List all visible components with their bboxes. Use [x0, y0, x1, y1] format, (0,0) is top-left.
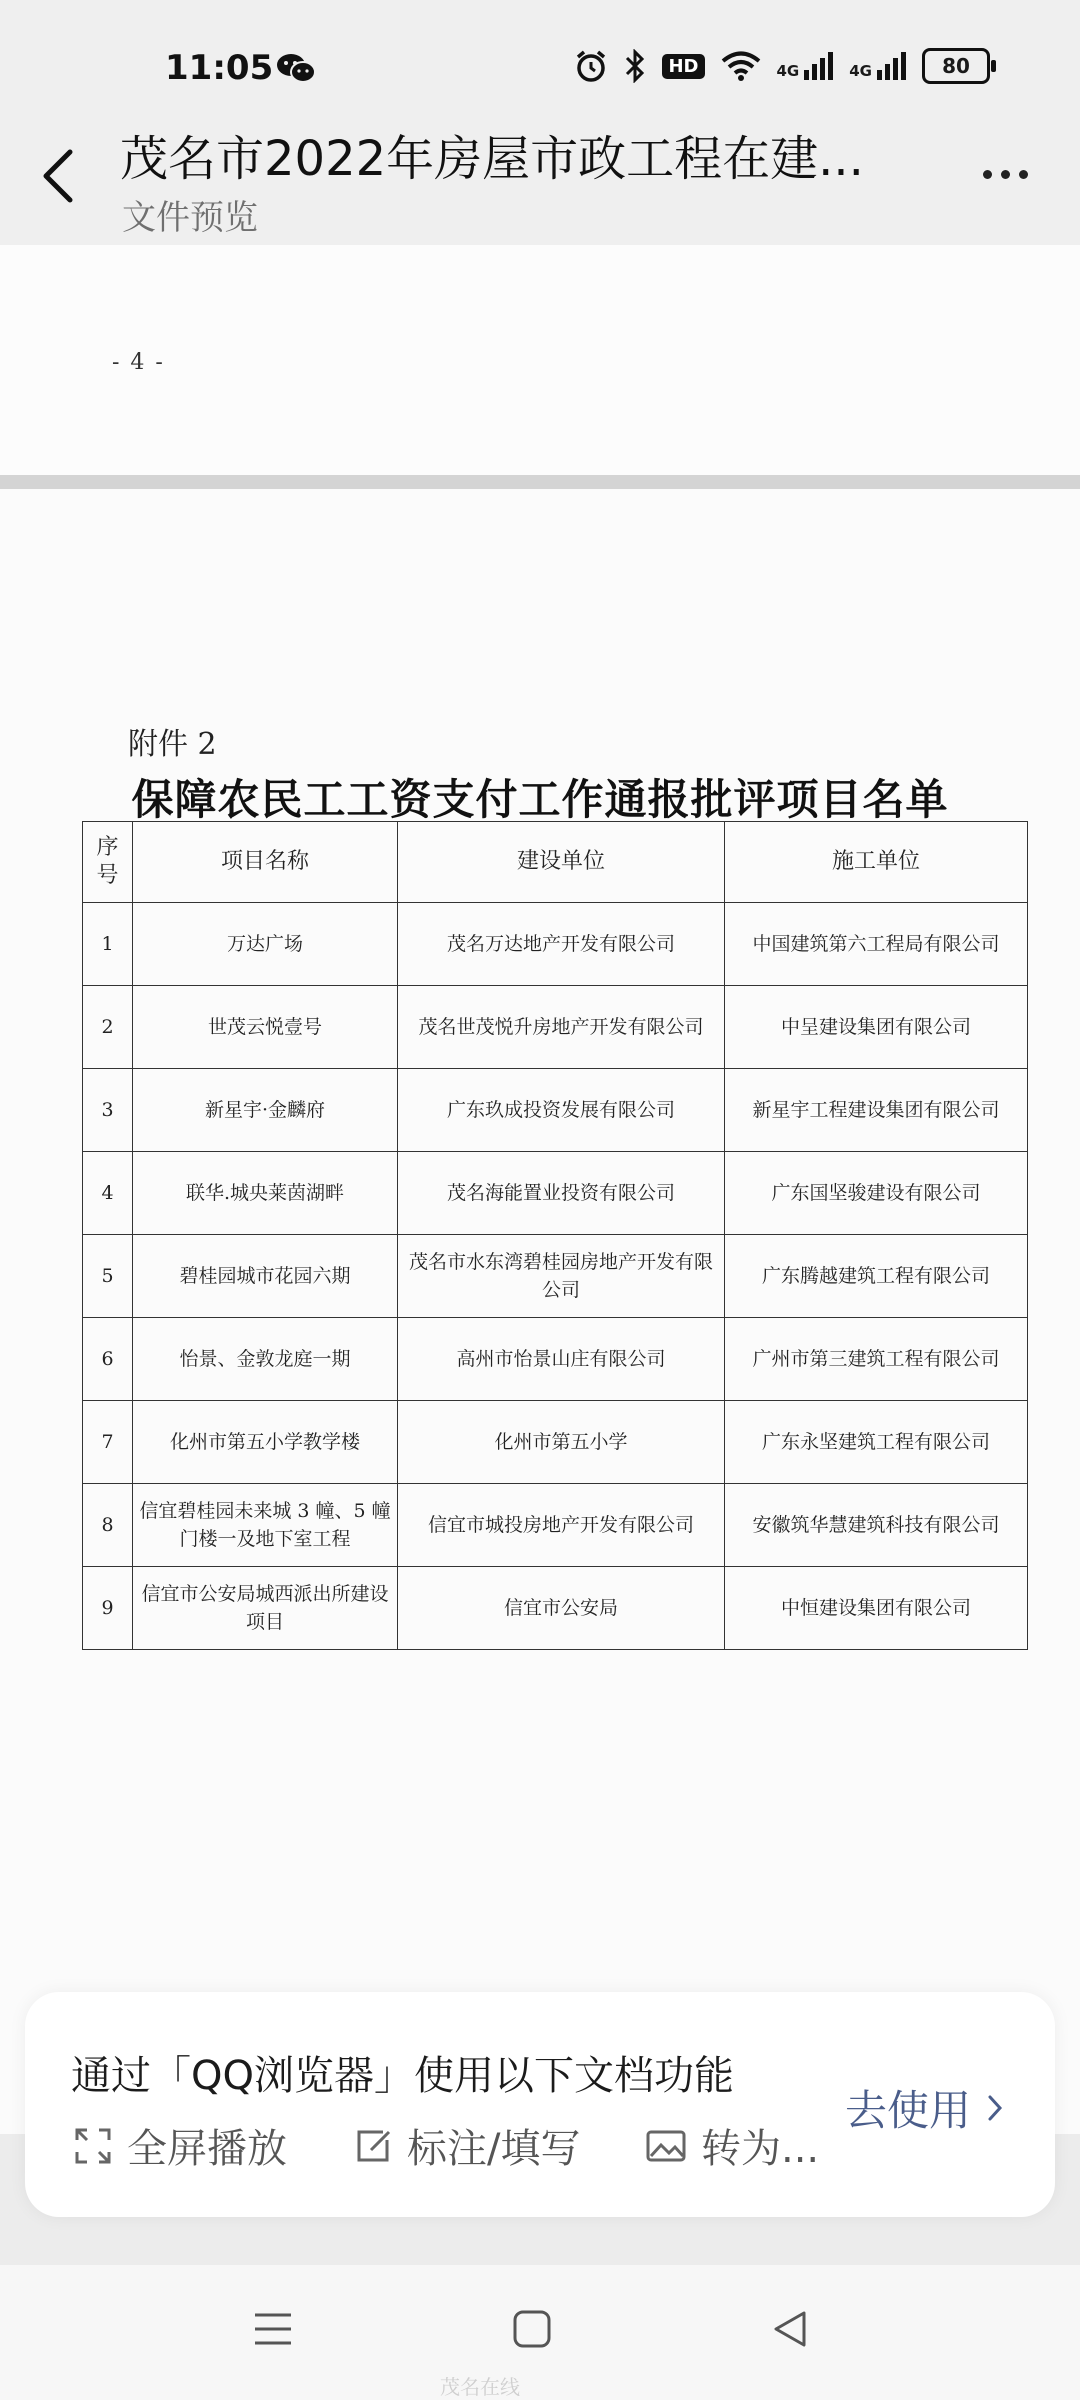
more-dot — [983, 170, 992, 179]
signal-icon-2: 4G — [849, 52, 906, 80]
column-header: 建设单位 — [398, 822, 725, 903]
qq-browser-promo-sheet[interactable] — [25, 1992, 1055, 2217]
cell-developer: 信宜市城投房地产开发有限公司 — [398, 1484, 725, 1567]
back-nav-button[interactable] — [770, 2309, 810, 2353]
cell-index: 1 — [83, 903, 133, 986]
bluetooth-icon — [624, 49, 646, 83]
cell-project: 世茂云悦壹号 — [133, 986, 398, 1069]
cell-project: 信宜碧桂园未来城 3 幢、5 幢门楼一及地下室工程 — [133, 1484, 398, 1567]
cell-contractor: 广东永坚建筑工程有限公司 — [725, 1401, 1028, 1484]
image-icon — [645, 2128, 687, 2164]
navigation-bar — [0, 2265, 1080, 2400]
cell-contractor: 广州市第三建筑工程有限公司 — [725, 1318, 1028, 1401]
cell-index: 7 — [83, 1401, 133, 1484]
project-table — [82, 821, 1028, 1650]
feature-fullscreen[interactable] — [73, 2117, 287, 2174]
cell-project: 怡景、金敦龙庭一期 — [133, 1318, 398, 1401]
status-time: 11:05 — [165, 48, 274, 88]
table-row — [83, 1484, 1028, 1567]
table-row — [83, 903, 1028, 986]
cell-developer: 广东玖成投资发展有限公司 — [398, 1069, 725, 1152]
go-use-label: 去使用 — [844, 2086, 971, 2135]
home-button[interactable] — [512, 2309, 552, 2353]
triangle-back-icon — [770, 2309, 810, 2349]
previous-page — [0, 245, 1080, 475]
feature-label: 转为... — [701, 2126, 820, 2172]
table-row — [83, 1318, 1028, 1401]
edit-icon — [353, 2126, 393, 2166]
cell-developer: 化州市第五小学 — [398, 1401, 725, 1484]
table-row — [83, 1069, 1028, 1152]
cell-project: 联华.城央莱茵湖畔 — [133, 1152, 398, 1235]
alarm-icon — [574, 49, 608, 83]
battery-indicator: 80 — [922, 48, 990, 84]
feature-label: 全屏播放 — [127, 2126, 287, 2172]
feature-annotate[interactable] — [353, 2117, 580, 2174]
table-row — [83, 1401, 1028, 1484]
signal-icon: 4G — [777, 52, 834, 80]
cell-contractor: 中国建筑第六工程局有限公司 — [725, 903, 1028, 986]
cell-project: 新星宇·金麟府 — [133, 1069, 398, 1152]
cell-developer: 茂名世茂悦升房地产开发有限公司 — [398, 986, 725, 1069]
page-number: - 4 - — [112, 350, 165, 375]
cell-contractor: 中恒建设集团有限公司 — [725, 1567, 1028, 1650]
wechat-icon — [276, 52, 316, 88]
watermark: 茂名在线 — [440, 2375, 520, 2399]
cell-index: 9 — [83, 1567, 133, 1650]
cell-project: 碧桂园城市花园六期 — [133, 1235, 398, 1318]
cell-index: 8 — [83, 1484, 133, 1567]
more-menu-button[interactable] — [983, 170, 1028, 179]
cell-index: 5 — [83, 1235, 133, 1318]
table-row — [83, 1235, 1028, 1318]
document-subtitle: 文件预览 — [122, 198, 258, 238]
back-button[interactable] — [40, 148, 76, 208]
attachment-label: 附件 2 — [128, 727, 217, 762]
cell-developer: 信宜市公安局 — [398, 1567, 725, 1650]
hd-icon: HD — [662, 54, 704, 79]
more-dot — [1001, 170, 1010, 179]
home-square-icon — [512, 2309, 552, 2349]
table-row — [83, 1567, 1028, 1650]
cell-project: 万达广场 — [133, 903, 398, 986]
table-title: 保障农民工工资支付工作通报批评项目名单 — [131, 775, 949, 824]
cell-index: 6 — [83, 1318, 133, 1401]
table-row — [83, 986, 1028, 1069]
cell-project: 信宜市公安局城西派出所建设项目 — [133, 1567, 398, 1650]
promo-title: 通过「QQ浏览器」使用以下文档功能 — [71, 2053, 734, 2099]
menu-button[interactable] — [252, 2309, 294, 2353]
more-dot — [1019, 170, 1028, 179]
chevron-right-icon — [987, 2094, 1003, 2122]
cell-index: 2 — [83, 986, 133, 1069]
cell-developer: 茂名万达地产开发有限公司 — [398, 903, 725, 986]
cell-index: 4 — [83, 1152, 133, 1235]
cell-developer: 茂名海能置业投资有限公司 — [398, 1152, 725, 1235]
column-header: 序号 — [83, 822, 133, 903]
cell-project: 化州市第五小学教学楼 — [133, 1401, 398, 1484]
menu-icon — [252, 2309, 294, 2349]
fullscreen-icon — [73, 2126, 113, 2166]
document-page — [0, 489, 1080, 2134]
document-title: 茂名市2022年房屋市政工程在建... — [120, 131, 864, 187]
column-header: 施工单位 — [725, 822, 1028, 903]
cell-developer: 茂名市水东湾碧桂园房地产开发有限公司 — [398, 1235, 725, 1318]
wifi-icon — [721, 50, 761, 82]
top-bar — [0, 0, 1080, 245]
feature-label: 标注/填写 — [407, 2126, 581, 2172]
chevron-left-icon — [40, 148, 76, 204]
cell-contractor: 广东国坚骏建设有限公司 — [725, 1152, 1028, 1235]
status-icons — [574, 48, 990, 84]
go-use-button[interactable] — [845, 2078, 1003, 2138]
cell-contractor: 广东腾越建筑工程有限公司 — [725, 1235, 1028, 1318]
cell-contractor: 新星宇工程建设集团有限公司 — [725, 1069, 1028, 1152]
feature-convert[interactable] — [645, 2117, 819, 2174]
column-header: 项目名称 — [133, 822, 398, 903]
table-row — [83, 1152, 1028, 1235]
cell-contractor: 安徽筑华慧建筑科技有限公司 — [725, 1484, 1028, 1567]
cell-developer: 高州市怡景山庄有限公司 — [398, 1318, 725, 1401]
page-separator — [0, 475, 1080, 489]
table-header-row — [83, 822, 1028, 903]
cell-index: 3 — [83, 1069, 133, 1152]
cell-contractor: 中呈建设集团有限公司 — [725, 986, 1028, 1069]
